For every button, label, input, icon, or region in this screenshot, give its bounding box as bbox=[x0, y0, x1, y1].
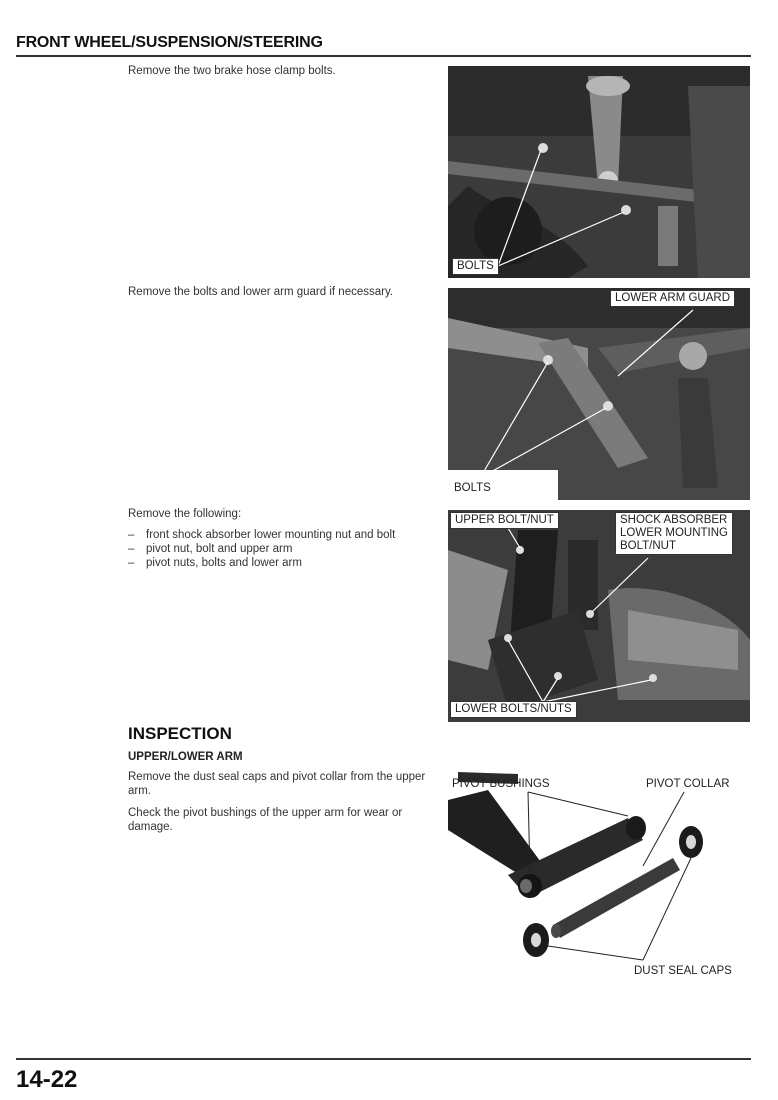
footer-rule bbox=[16, 1058, 751, 1060]
figure-3-label-upper-bolt-nut: UPPER BOLT/NUT bbox=[450, 512, 559, 529]
figure-brake-hose-clamp-bolts bbox=[448, 66, 750, 278]
list-item-text: pivot nut, bolt and upper arm bbox=[146, 543, 293, 555]
inspection-paragraph-2: Check the pivot bushings of the upper arm for wear or damage. bbox=[128, 807, 403, 833]
step-3-list bbox=[128, 528, 440, 570]
header-rule bbox=[16, 55, 751, 57]
figure-lower-arm-guard bbox=[448, 288, 750, 500]
figure-4-label-pivot-bushings: PIVOT BUSHINGS bbox=[452, 778, 550, 790]
inspection-heading: INSPECTION bbox=[128, 724, 232, 743]
figure-4-illustration bbox=[448, 770, 750, 990]
figure-2-photo bbox=[448, 288, 750, 500]
figure-4-label-dust-seal-caps: DUST SEAL CAPS bbox=[634, 965, 732, 977]
inspection-paragraph-1: Remove the dust seal caps and pivot collar from the upper arm. bbox=[128, 771, 426, 797]
figure-3-label-shock-absorber-mounting: SHOCK ABSORBER LOWER MOUNTING BOLT/NUT bbox=[615, 512, 733, 555]
figure-1-photo bbox=[448, 66, 750, 278]
list-item: – pivot nuts, bolts and lower arm bbox=[128, 557, 302, 569]
figure-2-label-bolts: BOLTS bbox=[454, 482, 491, 494]
step-1-text: Remove the two brake hose clamp bolts. bbox=[128, 65, 336, 77]
page-number: 14-22 bbox=[16, 1066, 78, 1093]
upper-lower-arm-subheading: UPPER/LOWER ARM bbox=[128, 751, 243, 763]
figure-2-label-lower-arm-guard: LOWER ARM GUARD bbox=[610, 290, 735, 307]
list-item-text: front shock absorber lower mounting nut and bolt bbox=[146, 529, 396, 541]
figure-3-label-lower-bolts-nuts: LOWER BOLTS/NUTS bbox=[450, 701, 577, 718]
list-item: – pivot nut, bolt and upper arm bbox=[128, 543, 293, 555]
page-header-title: FRONT WHEEL/SUSPENSION/STEERING bbox=[16, 34, 323, 51]
figure-1-label-bolts: BOLTS bbox=[452, 258, 499, 275]
step-2-text: Remove the bolts and lower arm guard if necessary. bbox=[128, 286, 394, 298]
step-3-text: Remove the following: bbox=[128, 508, 242, 520]
figure-arm-bolts bbox=[448, 510, 750, 722]
list-item-text: pivot nuts, bolts and lower arm bbox=[146, 557, 302, 569]
list-item: – front shock absorber lower mounting nut and bolt bbox=[128, 529, 396, 541]
figure-upper-arm-parts bbox=[448, 770, 750, 990]
figure-4-label-pivot-collar: PIVOT COLLAR bbox=[646, 778, 730, 790]
